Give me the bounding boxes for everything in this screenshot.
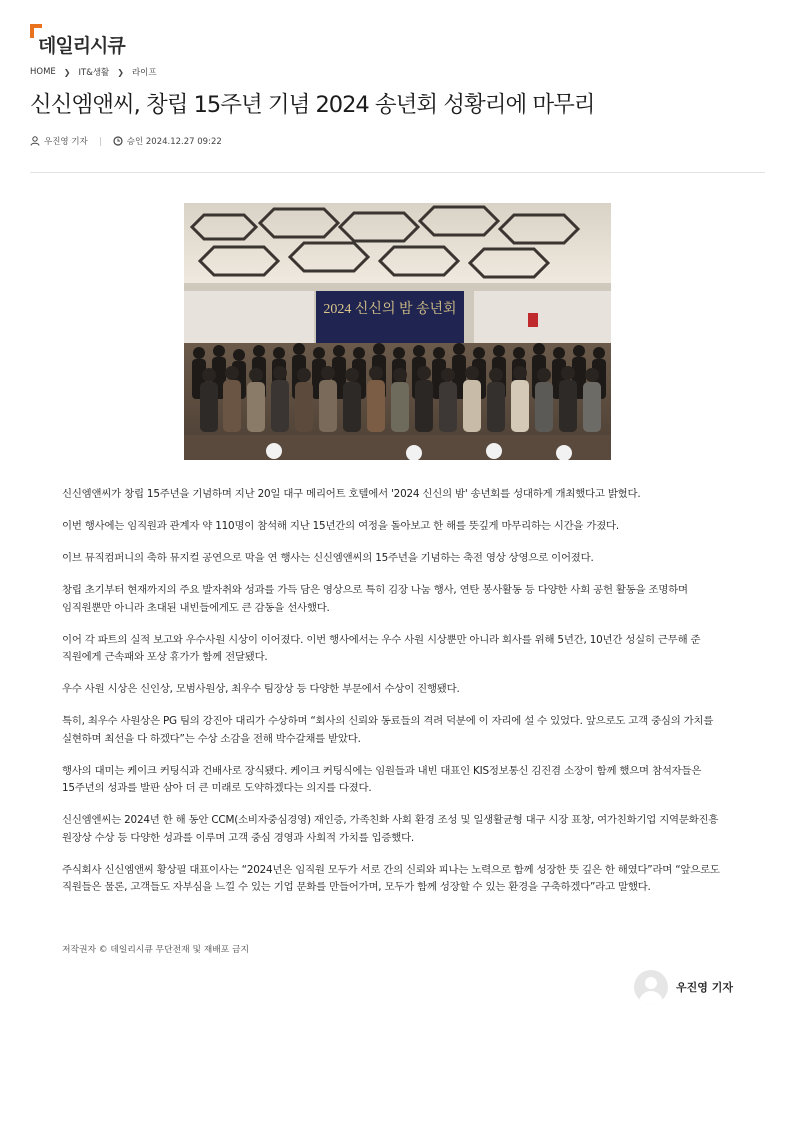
breadcrumb-home[interactable]: HOME (30, 67, 56, 77)
approved-date: 승인 2024.12.27 09:22 (126, 137, 222, 147)
avatar-body (639, 991, 663, 1004)
article-paragraph: 신신엠앤씨가 창립 15주년을 기념하며 지난 20일 대구 메리어트 호텔에서 '2024 신신의 밤' 송년회를 성대하게 개최했다고 밝혔다. (62, 488, 641, 500)
author-name[interactable]: 우진영 기자 (44, 137, 88, 147)
user-icon (30, 136, 40, 146)
byline-author-name[interactable]: 우진영 기자 (676, 981, 733, 994)
article-paragraph: 특히, 최우수 사원상은 PG 팀의 강진아 대리가 수상하며 “회사의 신뢰와 동료들의 격려 덕분에 이 자리에 설 수 있었다. 앞으로도 고객 중심의 가치를 실현하며 최선을 다 하겠다”는 수상 소감을 전해 박수갈채를 받았다. (62, 715, 714, 745)
copyright-notice: 저작권자 © 데일리시큐 무단전재 및 재배포 금지 (62, 945, 250, 955)
clock-icon (113, 136, 123, 146)
article-paragraph: 주식회사 신신엠앤씨 황상필 대표이사는 “2024년은 임직원 모두가 서로 간의 신뢰와 피나는 노력으로 함께 성장한 뜻 깊은 한 해였다”라며 “앞으로도 직원들은 물론, 고객들도 자부심을 느낄 수 있는 기업 문화를 만들어가며, 모두가 함께 성장할 수 있는 환경을 구축하겠다”라고 말했다. (62, 863, 720, 893)
avatar[interactable] (634, 970, 668, 1004)
chevron-right-icon: ❯ (63, 67, 71, 77)
breadcrumb (30, 66, 157, 78)
header-divider (30, 172, 765, 173)
group-photo-image (184, 203, 611, 460)
banner-title: 2024 신신의 밤 송년회 (323, 302, 457, 317)
article-meta (30, 135, 222, 147)
article-photo (184, 203, 611, 460)
article-title: 신신엠앤씨, 창립 15주년 기념 2024 송년회 성황리에 마무리 (30, 92, 595, 118)
article-paragraph: 창립 초기부터 현재까지의 주요 발자취와 성과를 가득 담은 영상으로 특히 김장 나눔 행사, 연탄 봉사활동 등 다양한 사회 공헌 활동을 조명하며 임직원뿐만 아니라 초대된 내빈들에게도 큰 감동을 선사했다. (62, 584, 688, 614)
article-paragraph: 이브 뮤직컴퍼니의 축하 뮤지컬 공연으로 막을 연 행사는 신신엠앤씨의 15주년을 기념하는 축전 영상 상영으로 이어졌다. (62, 552, 594, 564)
meta-divider (100, 137, 101, 146)
breadcrumb-subsection[interactable]: 라이프 (131, 68, 157, 78)
article-paragraph: 우수 사원 시상은 신인상, 모범사원상, 최우수 팀장상 등 다양한 부문에서 수상이 진행됐다. (62, 683, 460, 695)
article-paragraph: 신신엠엔씨는 2024년 한 해 동안 CCM(소비자중심경영) 재인증, 가족친화 사회 환경 조성 및 일생활균형 대구 시장 표창, 여가친화기업 지역문화진흥 원장상 수상 등 다양한 성과를 이루며 고객 중심 경영과 사회적 가치를 입증했다. (62, 814, 719, 844)
avatar-head (645, 977, 657, 989)
article-paragraph: 이어 각 파트의 실적 보고와 우수사원 시상이 이어졌다. 이번 행사에서는 우수 사원 시상뿐만 아니라 회사를 위해 5년간, 10년간 성실히 근무해 준 직원에게 근속패와 포상 휴가가 함께 전달됐다. (62, 633, 701, 663)
article-paragraph: 이번 행사에는 임직원과 관계자 약 110명이 참석해 지난 15년간의 여정을 돌아보고 한 해를 뜻깊게 마무리하는 시간을 가졌다. (62, 520, 619, 532)
author-byline[interactable] (634, 970, 733, 1004)
site-logo[interactable] (30, 24, 125, 57)
article-body (62, 486, 734, 911)
breadcrumb-section[interactable]: IT&생활 (78, 68, 110, 78)
logo-text: 데일리시큐 (38, 35, 125, 57)
article-paragraph: 행사의 대미는 케이크 커팅식과 건배사로 장식됐다. 케이크 커팅식에는 임원들과 내빈 대표인 KIS정보통신 김진겸 소장이 함께 했으며 참석자들은 15주년의 성과를 발판 삼아 더 큰 미래로 도약하겠다는 의지를 다졌다. (62, 764, 702, 794)
chevron-right-icon: ❯ (117, 67, 124, 77)
